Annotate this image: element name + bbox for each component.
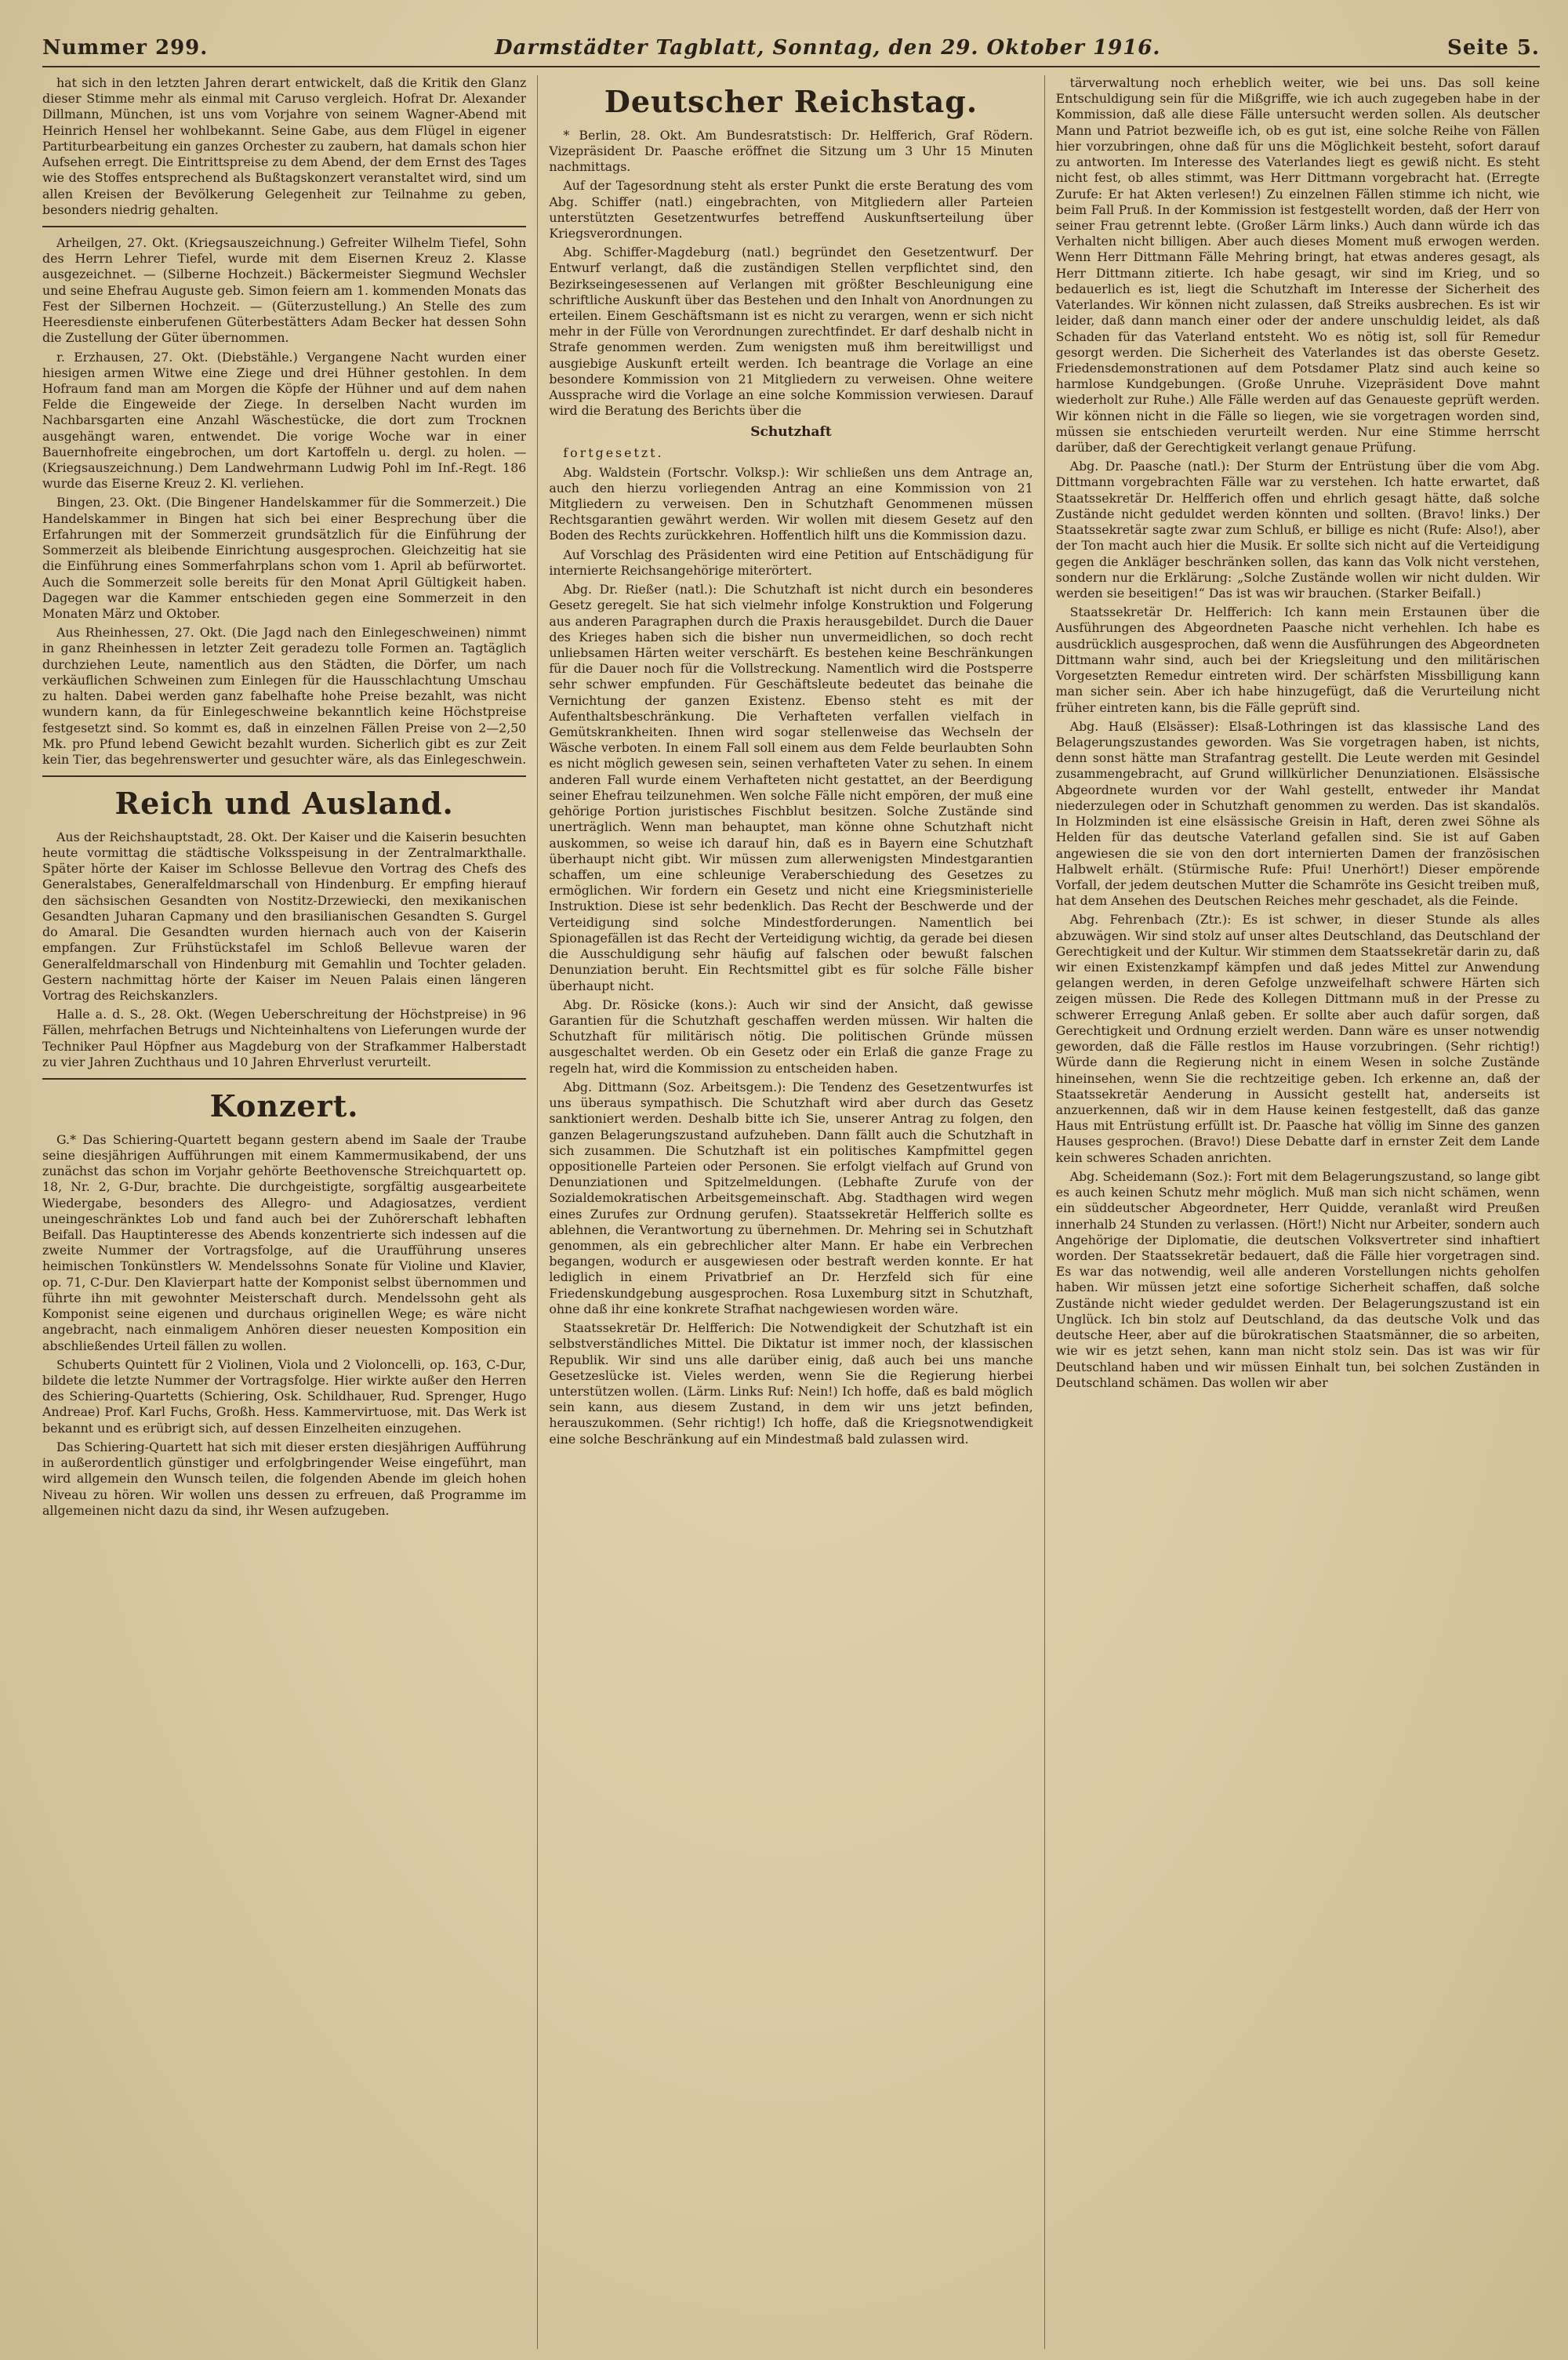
divider (42, 1078, 526, 1080)
reichstag-cont-p3: Staatssekretär Dr. Helfferich: Ich kann mein Erstaunen über die Ausführungen des Abgeordneten Paasche nicht verhehlen. Ich habe es ausdrücklich ausgesprochen, daß wenn die Ausführungen des Abgeordneten Dittmann wahr sind, auch bei der Kriegsleitung und den militärischen Vorgesetzten Remedur eintreten wird. Der schärfsten Missbilligung kann man sicher sein. Aber ich habe hinzugefügt, daß die Verurteilung nicht früher eintreten kann, bis die Fälle geprüft sind. (1055, 605, 1540, 715)
reichstag-p5: Abg. Dr. Rießer (natl.): Die Schutzhaft ist nicht durch ein besonderes Gesetz geregelt. Sie hat sich vielmehr infolge Konstruktion und Folgerung aus anderen Paragraphen durch die Praxis herausgebildet. Durch die Dauer des Krieges haben sich die bisher nun unvermeidlichen, so doch recht unliebsamen Härten weiter verschärft. Es bestehen keine Beschränkungen für die Dauer noch für die Vollstreckung. Namentlich wird die Postsperre sehr schwer empfunden. Für Geschäftsleute bedeutet das beinahe die Vernichtung der ganzen Existenz. Ebenso steht es mit der Aufenthaltsbeschränkung. Die Verhafteten verfallen vielfach in Gemütskrankheiten. Ihnen wird sogar stellenweise das Wechseln der Wäsche verboten. In einem Fall soll einem aus dem Felde beurlaubten Sohn es nicht möglich gewesen sein, seinen verhafteten Vater zu sehen. In einem anderen Fall wurde einem Verhafteten nicht gestattet, an der Beerdigung seiner Ehefrau teilzunehmen. Wen solche Fälle nicht empören, der muß eine gehörige Portion juristisches Fischblut besitzen. Solche Zustände sind unerträglich. Wenn man behauptet, man könne ohne Schutzhaft nicht auskommen, so weise ich darauf hin, daß es in Bayern eine Schutzhaft überhaupt nicht gibt. Wir müssen zum allerwenigsten Mindestgarantien schaffen, um eine schleunige Veraberschiedung des Gesetzes zu ermöglichen. Wir fordern ein Gesetz und nicht eine Kriegsministerielle Instruktion. Diese ist sehr bedenklich. Das Recht der Beschwerde und der Verteidigung sind solche Mindestforderungen. Namentlich bei Spionagefällen ist das Recht der Verteidigung wichtig, da gerade bei diesen die Ausschuldigung sehr häufig auf falschen oder bewußt falschen Denunziation beruht. Ein Rechtsmittel gibt es für solche Fälle bisher überhaupt nicht. (549, 582, 1033, 993)
subheading-schutzhaft: Schutzhaft (750, 423, 832, 440)
reichstag-cont-p1: tärverwaltung noch erheblich weiter, wie bei uns. Das soll keine Entschuldigung sein für die Mißgriffe, wie ich auch zugegeben habe in der Kommission, daß alle diese Fälle untersucht werden sollen. Als deutscher Mann und Patriot bezweifle ich, ob es gut ist, eine solche Reihe von Fällen hier vorzubringen, ohne daß für uns die Möglichkeit besteht, sofort darauf zu antworten. Im Interesse des Vaterlandes liegt es gewiß nicht. Es steht nicht fest, ob alles stimmt, was Herr Dittmann vorgebracht hat. (Erregte Zurufe: Er hat Akten verlesen!) Zu einzelnen Fällen stimme ich nicht, wie beim Fall Pruß. In der Kommission ist festgestellt worden, daß der Herr von seiner Frau getrennt lebte. (Großer Lärm links.) Auch dann würde ich das Verhalten nicht billigen. Aber auch dieses Moment muß erwogen werden. Wenn Herr Dittmann Fälle Mehring bringt, hat etwas anderes gesagt, als Herr Dittmann zitierte. Ich habe gesagt, wir sind im Krieg, und so bedauerlich es ist, liegt die Schutzhaft im Interesse der Sicherheit des Vaterlandes. Wir können nicht zulassen, daß Streiks ausbrechen. Es ist wir leider, daß dann manch einer oder der andere unschuldig leidet, als daß Schaden für das Vaterland entsteht. Wo es nötig ist, soll für Remedur gesorgt werden. Die Sicherheit des Vaterlandes ist das oberste Gesetz. Friedensdemonstrationen auf dem Potsdamer Platz sind auch keine so harmlose Kundgebungen. (Große Unruhe. Vizepräsident Dove mahnt wiederholt zur Ruhe.) Alle Fälle werden auf das Genaueste geprüft werden. Wir können nicht in die Fälle so liegen, wie sie vorgetragen worden sind, müssen sie entschieden verurteilt werden. Nur eine Stimme herrscht darüber, daß der Gerechtigkeit verlangt genaue Prüfung. (1055, 75, 1540, 456)
article-erzhausen: r. Erzhausen, 27. Okt. (Diebstähle.) Vergangene Nacht wurden einer hiesigen armen Witwe eine Ziege und drei Hühner gestohlen. In dem Hofraum fand man am Morgen die Köpfe der Hühner und auf dem nahen Felde die Eingeweide der Ziege. In derselben Nacht wurden im Nachbarsgarten eine Anzahl Wäschestücke, die dort zum Trocknen ausgehängt waren, entwendet. Die vorige Woche war in einer Bauernhofreite eingebrochen, um dort Kartoffeln u. dergl. zu holen. — (Kriegsauszeichnung.) Dem Landwehrmann Ludwig Pohl im Inf.-Regt. 186 wurde das Eiserne Kreuz 2. Kl. verliehen. (42, 349, 527, 492)
reichstag-cont-p2: Abg. Dr. Paasche (natl.): Der Sturm der Entrüstung über die vom Abg. Dittmann vorgebrachten Fälle war zu verstehen. Ich hatte erwartet, daß Staatssekretär Dr. Helfferich offen und ehrlich gesagt hätte, daß solche Zustände nicht geduldet werden könnten und sollten. (Bravo! links.) Der Staatssekretär sagte zwar zum Schluß, er billige es nicht (Rufe: Also!), aber der Ton macht auch hier die Musik. Er sollte sich nicht auf die Verteidigung gegen die Ankläger beschränken sollen, das kann das Volk nicht verstehen, sondern nur die Erklärung: „Solche Zustände wollen wir nicht dulden. Wir werden sie beseitigen!“ Das ist was wir brauchen. (Starker Beifall.) (1055, 459, 1540, 601)
subheading-fortgesetzt: fortgesetzt. (563, 445, 664, 461)
reichstag-p7: Abg. Dittmann (Soz. Arbeitsgem.): Die Tendenz des Gesetzentwurfes ist uns überaus sympathisch. Die Schutzhaft wird aber durch das Gesetz sanktioniert werden. Deshalb bitte ich Sie, unserer Antrag zu folgen, den ganzen Belagerungszustand aufzuheben. Dann fällt auch die Schutzhaft in sich zusammen. Die Schutzhaft ist ein politisches Kampfmittel gegen oppositionelle Parteien oder Personen. Sie erfolgt vielfach auf Grund von Denunziationen und Spitzelmeldungen. (Lebhafte Zurufe von der Sozialdemokratischen Arbeitsgemeinschaft. Abg. Stadthagen wird wegen eines Zurufes zur Ordnung gerufen). Staatssekretär Helfferich sollte es ablehnen, die Verantwortung zu übernehmen. Dr. Mehring sei in Schutzhaft genommen, als ein gebrechlicher alter Mann. Er habe ein Verbrechen begangen, wodurch er ausgewiesen oder bestraft werden konnte. Er hat lediglich in einem Privatbrief an Dr. Herzfeld sich für eine Friedenskundgebung ausgesprochen. Rosa Luxemburg sitzt in Schutzhaft, ohne daß ihr eine konkrete Strafhat nachgewiesen worden wäre. (549, 1079, 1033, 1316)
paper-title-date: Darmstädter Tagblatt, Sonntag, den 29. Oktober 1916. (494, 36, 1161, 60)
section-heading-reich: Reich und Ausland. (114, 786, 454, 822)
column-1 (42, 75, 526, 2349)
reichstag-cont-p5: Abg. Fehrenbach (Ztr.): Es ist schwer, in dieser Stunde als alles abzuwägen. Wir sind stolz auf unser altes Deutschland, das Deutschland der Gerechtigkeit und der Kultur. Wir stimmen dem Staatssekretär darin zu, daß wir einen Existenzkampf kämpfen und daß jedes Mittel zur Anwendung gelangen werden, in deren Gefolge unzweifelhaft schwere Härten sich zeigen müssen. Die Rede des Kollegen Dittmann muß in der Presse zu schwerer Erregung Anlaß geben. Er sollte aber auch dafür sorgen, daß Gerechtigkeit und Ordnung erzielt werden. Dann wäre es unser notwendig geworden, daß die Fälle restlos im Hause vorzubringen. (Sehr richtig!) Würde dann die Regierung nicht in einem Wesen in solche Zustände hineinsehen, wenn Sie die rechtzeitige geben. Ich erkenne an, daß der Staatssekretär Aenderung in Aussicht gestellt hat, anderseits ist anzuerkennen, daß wir in dem Hause keinen festgestellt, daß das ganze Haus mit Entrüstung erfüllt ist. Dr. Paasche hat völlig im Sinne des ganzen Hauses gesprochen. (Bravo!) Diese Debatte darf in ernster Zeit dem Lande kein schweres Schaden anrichten. (1055, 912, 1540, 1165)
column-2 (537, 75, 1033, 2349)
page-number: Seite 5. (1447, 36, 1540, 60)
section-heading-reichstag: Deutscher Reichstag. (604, 84, 978, 119)
article-reichshauptstadt: Aus der Reichshauptstadt, 28. Okt. Der Kaiser und die Kaiserin besuchten heute vormittag die städtische Volksspeisung in der Zentralmarkthalle. Später hörte der Kaiser im Schlosse Bellevue den Vortrag des Chefs des Generalstabes, Generalfeldmarschall von Hindenburg. Er empfing hierauf den sächsischen Gesandten von Nostitz-Drzewiecki, den mexikanischen Gesandten Juharan Capmany und den brasilianischen Gesandten S. Gurgel do Amaral. Die Gesandten wurden hiernach auch von der Kaiserin empfangen. Zur Frühstückstafel im Schloß Bellevue waren der Generalfeldmarschall von Hindenburg mit Gemahlin und Tochter geladen. Gestern nachmittag hörte der Kaiser im Neuen Palais einen längeren Vortrag des Reichskanzlers. (42, 829, 527, 1003)
article-rheinhessen: Aus Rheinhessen, 27. Okt. (Die Jagd nach den Einlegeschweinen) nimmt in ganz Rheinhessen in letzter Zeit geradezu tolle Formen an. Tagtäglich durchziehen Leute, namentlich aus den Städten, die Dörfer, um nach verkäuflichen Schweinen zum Einlegen für die Hausschlachtung Umschau zu halten. Dabei werden ganz fabelhafte hohe Preise bezahlt, was nicht wundern kann, da für Einlegeschweine bekanntlich keine Höchstpreise festgesetzt sind. So kommt es, daß in einzelnen Fällen Preise von 2—2,50 Mk. pro Pfund lebend Gewicht bezahlt wurden. Sicherlich gibt es zur Zeit kein Tier, das begehrenswerter und gesuchter wäre, als das Einlegeschwein. (42, 625, 527, 767)
divider (42, 226, 526, 227)
reichstag-p3: Abg. Waldstein (Fortschr. Volksp.): Wir schließen uns dem Antrage an, auch den hierzu vorliegenden Antrag an eine Kommission von 21 Mitgliedern zu verweisen. Den in Schutzhaft Genommenen müssen Rechtsgarantien gewährt werden. Wir wollen mit diesem Gesetz auf den Boden des Rechts zurückkehren. Hoffentlich hilft uns die Kommission dazu. (549, 464, 1033, 543)
section-heading-konzert: Konzert. (209, 1088, 359, 1124)
reichstag-p1: Auf der Tagesordnung steht als erster Punkt die erste Beratung des vom Abg. Schiffer (natl.) eingebrachten, von Mitgliedern aller Parteien unterstützten Gesetzentwurfes betreffend Auskunftserteilung über Kriegsverordnungen. (549, 178, 1033, 241)
article-bingen: Bingen, 23. Okt. (Die Bingener Handelskammer für die Sommerzeit.) Die Handelskammer in Bingen hat sich bei einer Besprechung über die Erfahrungen mit der Sommerzeit grundsätzlich für die Einführung der Sommerzeit als bleibende Einrichtung ausgesprochen. Gleichzeitig hat sie die Einführung eines Sommerfahrplans schon vom 1. April ab befürwortet. Auch die Sommerzeit solle bereits für den Monat April Gültigkeit haben. Dagegen war die Kammer entschieden gegen eine Sommerzeit in den Monaten März und Oktober. (42, 495, 527, 621)
reichstag-p2: Abg. Schiffer-Magdeburg (natl.) begründet den Gesetzentwurf. Der Entwurf verlangt, daß die zuständigen Stellen verpflichtet sind, den Bezirkseingesessenen auf Verlangen mit größter Beschleunigung eine schriftliche Auskunft über das Bestehen und den Inhalt von Anordnungen zu erteilen. Einem Geschäftsmann ist es nicht zu verargen, wenn er sich nicht mehr in der Fülle von Verordnungen zurechtfindet. Er darf deshalb nicht in Strafe genommen werden. Zum wenigsten muß ihm bereitwilligst und ausgiebige Auskunft erteilt werden. Ich beantrage die Vorlage an eine besondere Kommission von 21 Mitgliedern zu verweisen. Ohne weitere Aussprache wird die Vorlage an eine solche Kommission verwiesen. Darauf wird die Beratung des Berichts über die (549, 245, 1033, 419)
reichstag-cont-p4: Abg. Hauß (Elsässer): Elsaß-Lothringen ist das klassische Land des Belagerungszustandes geworden. Was Sie vorgetragen haben, ist nichts, denn sonst hätte man Strafantrag gestellt. Die Leute werden mit Gesindel zusammengebracht, auf Grund willkürlicher Denunziationen. Elsässische Abgeordnete wurden vor der Wahl gestellt, entweder ihr Mandat niederzulegen oder in Schutzhaft genommen zu werden. Das ist skandalös. In Holzminden ist eine elsässische Greisin in Haft, deren zwei Söhne als Helden für das deutsche Vaterland gefallen sind. Sie ist auf Gaben angewiesen die sie von den dort internierten Damen der französischen Halbwelt erhält. (Stürmische Rufe: Pfui! Unerhört!) Dieser empörende Vorfall, der jedem deutschen Mutter die Schamröte ins Gesicht treiben muß, hat dem Ansehen des Deutschen Reiches mehr geschadet, als die Feinde. (1055, 718, 1540, 909)
masthead (42, 36, 1540, 67)
issue-number: Nummer 299. (42, 36, 209, 60)
article-intro: hat sich in den letzten Jahren derart entwickelt, daß die Kritik den Glanz dieser Stimme mehr als einmal mit Caruso vergleich. Hofrat Dr. Alexander Dillmann, München, ist uns vom Vorjahre von seinem Wagner-Abend mit Heinrich Hensel her wohlbekannt. Seine Gabe, aus dem Flügel in eigener Partiturbearbeitung ein ganzes Orchester zu zaubern, hat damals schon hier Aufsehen erregt. Die Eintrittspreise zu dem Abend, der dem Ernst des Tages wie des Stoffes entsprechend als Bußtagskonzert veranstaltet wird, sind um allen Kreisen der Bevölkerung Gelegenheit zur Teilnahme zu geben, besonders niedrig gehalten. (42, 75, 527, 217)
article-halle: Halle a. d. S., 28. Okt. (Wegen Ueberschreitung der Höchstpreise) in 96 Fällen, mehrfachen Betrugs und Nichteinhaltens von Lieferungen wurde der Techniker Paul Höpfner aus Magdeburg von der Strafkammer Halberstadt zu vier Jahren Zuchthaus und 10 Jahren Ehrverlust verurteilt. (42, 1007, 527, 1069)
reichstag-p6: Abg. Dr. Rösicke (kons.): Auch wir sind der Ansicht, daß gewisse Garantien für die Schutzhaft geschaffen werden müssen. Wir halten die Schutzhaft für militärisch nötig. Die politischen Gründe müssen ausgeschaltet werden. Ob ein Gesetz oder ein Erlaß die ganze Frage zu regeln hat, wird die Kommission zu entscheiden haben. (549, 997, 1033, 1076)
reichstag-opening: * Berlin, 28. Okt. Am Bundesratstisch: Dr. Helfferich, Graf Rödern. Vizepräsident Dr. Paasche eröffnet die Sitzung um 3 Uhr 15 Minuten nachmittags. (549, 127, 1033, 175)
reichstag-cont-p6: Abg. Scheidemann (Soz.): Fort mit dem Belagerungszustand, so lange gibt es auch keinen Schutz mehr möglich. Muß man sich nicht schämen, wenn ein süddeutscher Abgeordneter, Herr Quidde, veranlaßt wird Preußen innerhalb 24 Stunden zu verlassen. (Hört!) Nicht nur Arbeiter, sondern auch Angehörige der Diplomatie, die deutschen Volksvertreter sind inhaftiert worden. Der Staatssekretär bedauert, daß die Fälle hier vorgetragen sind. Es war das notwendig, weil alle anderen Vorstellungen nichts geholfen haben. Wir müssen jetzt eine sofortige Sicherheit schaffen, daß solche Zustände nicht wieder geduldet werden. Der Belagerungszustand ist ein Unglück. Ich bin stolz auf Deutschland, da das deutsche Volk und das deutsche Heer, aber auf die bürokratischen Staatsmänner, die so arbeiten, wie wir es jetzt sehen, kann man nicht stolz sein. Das ist was wir für Deutschland haben und wir müssen Einhalt tun, bei solchen Zuständen in Deutschland schämen. Das wollen wir aber (1055, 1168, 1540, 1390)
columns (42, 75, 1540, 2349)
article-konzert-3: Das Schiering-Quartett hat sich mit dieser ersten diesjährigen Aufführung in außerordentlich günstiger und erfolgbringender Weise eingeführt, man wird allgemein den Wunsch teilen, die folgenden Abende im gleich hohen Niveau zu hören. Wir wollen uns dessen zu erfreuen, daß Programme im allgemeinen nicht dazu da sind, ihr Wesen aufzugeben. (42, 1439, 527, 1518)
article-arheilgen: Arheilgen, 27. Okt. (Kriegsauszeichnung.) Gefreiter Wilhelm Tiefel, Sohn des Herrn Lehrer Tiefel, wurde mit dem Eisernen Kreuz 2. Klasse ausgezeichnet. — (Silberne Hochzeit.) Bäckermeister Siegmund Wechsler und seine Ehefrau Auguste geb. Simon feiern am 1. kommenden Monats das Fest der Silbernen Hochzeit. — (Güterzustellung.) An Stelle des zum Heeresdienste einberufenen Güterbestätters Adam Becker hat dessen Sohn die Zustellung der Güter übernommen. (42, 234, 527, 346)
column-3 (1044, 75, 1540, 2349)
divider (42, 775, 526, 777)
reichstag-p8: Staatssekretär Dr. Helfferich: Die Notwendigkeit der Schutzhaft ist ein selbstverständliches Mittel. Die Diktatur ist immer noch, der klassischen Republik. Wir sind uns alle darüber einig, daß auch bei uns manche Gesetzeslücke ist. Vieles werden, wenn Sie die Regierung hierbei unterstützen wollen. (Lärm. Links Ruf: Nein!) Ich hoffe, daß es bald möglich sein kann, aus diesem Zustand, in dem wir uns jetzt befinden, herauszukommen. (Sehr richtig!) Ich hoffe, daß die Kriegsnotwendigkeit eine solche Beschränkung auf ein Mindestmaß bald zulassen wird. (549, 1320, 1033, 1447)
article-konzert-2: Schuberts Quintett für 2 Violinen, Viola und 2 Violoncelli, op. 163, C-Dur, bildete die letzte Nummer der Vortragsfolge. Hier wirkte außer den Herren des Schiering-Quartetts (Schiering, Osk. Schildhauer, Rud. Sprenger, Hugo Andreae) Prof. Karl Fuchs, Großh. Hess. Kammervirtuose, mit. Das Werk ist bekannt und es erübrigt sich, auf dessen Einzelheiten einzugehen. (42, 1356, 527, 1436)
reichstag-p4: Auf Vorschlag des Präsidenten wird eine Petition auf Entschädigung für internierte Reichsangehörige miterörtert. (549, 546, 1033, 578)
article-konzert-1: G.* Das Schiering-Quartett begann gestern abend im Saale der Traube seine diesjährigen Aufführungen mit einem Kammermusikabend, der uns zunächst das schon im Vorjahr gehörte Beethovensche Streichquartett op. 18, Nr. 2, G-Dur, brachte. Die durchgeistigte, sorgfältig ausgearbeitete Wiedergabe, besonders des Allegro- und Adagiosatzes, verdient uneingeschränktes Lob und fand auch bei der Zuhörerschaft lebhaften Beifall. Das Hauptinteresse des Abends konzentrierte sich indessen auf die zweite Nummer der Vortragsfolge, auf die Uraufführung unseres heimischen Tonkünstlers W. Mendelssohns Sonate für Violine und Klavier, op. 71, C-Dur. Den Klavierpart hatte der Komponist selbst übernommen und führte ihn mit gewohnter Meisterschaft durch. Mendelssohn geht als Komponist seine eigenen und durchaus originellen Wege; es wäre nicht angebracht, nach einmaligem Anhören dieser neuesten Komposition ein abschließendes Urteil fällen zu wollen. (42, 1131, 527, 1353)
